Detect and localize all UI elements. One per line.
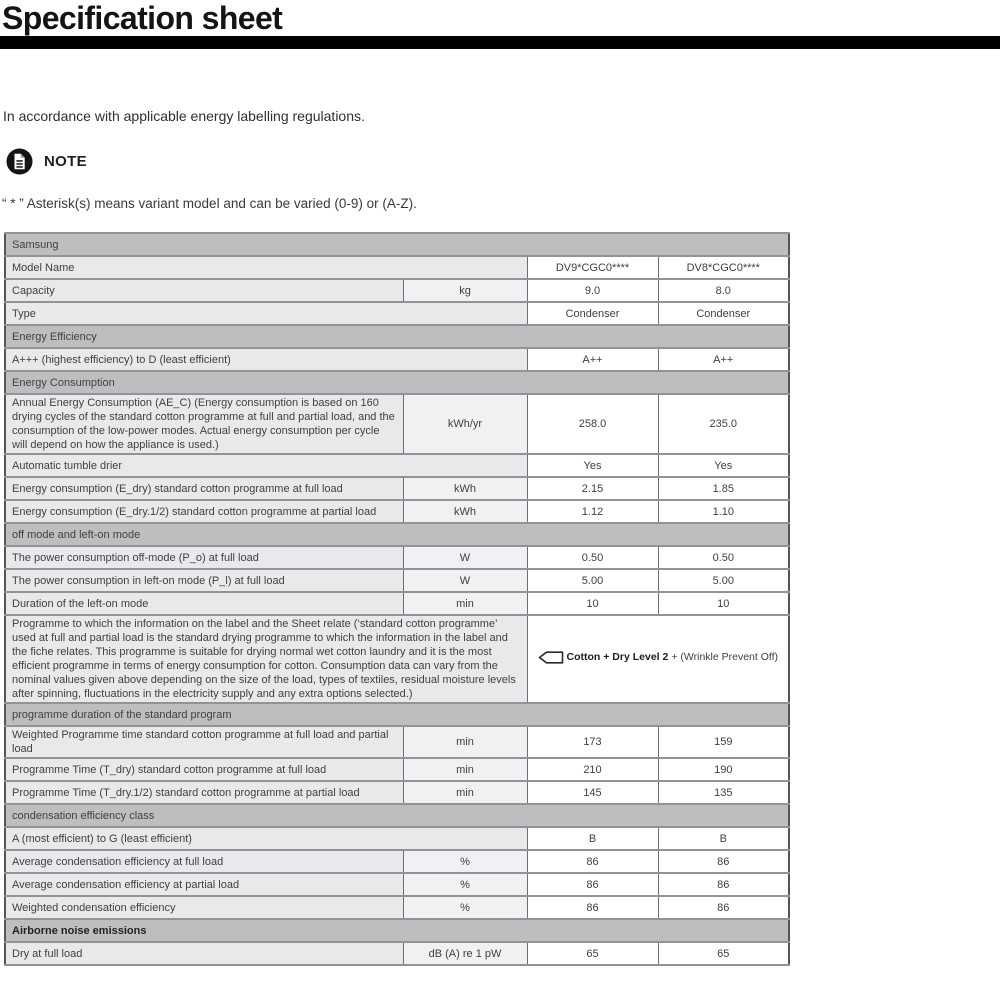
value-cell: Yes xyxy=(527,454,658,477)
spec-row xyxy=(5,454,789,477)
value-cell: 159 xyxy=(658,726,789,758)
spec-row xyxy=(5,546,789,569)
spec-row xyxy=(5,615,789,703)
unit-cell: dB (A) re 1 pW xyxy=(403,942,527,965)
section-label: condensation efficiency class xyxy=(5,804,789,827)
value-cell: 65 xyxy=(658,942,789,965)
value-cell: Condenser xyxy=(527,302,658,325)
spec-label-cell: Automatic tumble drier xyxy=(5,454,527,477)
spec-label-cell: Dry at full load xyxy=(5,942,403,965)
value-cell: 65 xyxy=(527,942,658,965)
value-cell: DV9*CGC0**** xyxy=(527,256,658,279)
spec-label-cell: Average condensation efficiency at full load xyxy=(5,850,403,873)
spec-label-cell: Capacity xyxy=(5,279,403,302)
spec-row xyxy=(5,256,789,279)
section-label: Airborne noise emissions xyxy=(5,919,789,942)
value-cell: 86 xyxy=(658,850,789,873)
value-cell: Condenser xyxy=(658,302,789,325)
spec-label-cell: Weighted Programme time standard cotton programme at full load and partial load xyxy=(5,726,403,758)
section-label: Energy Efficiency xyxy=(5,325,789,348)
spec-label-cell: Programme to which the information on the label and the Sheet relate (‘standard cotton programme’ used at full and partial load is the standard drying programme to which the information in the label and the fiche relates. This programme is suitable for drying normal wet cotton laundry and it is the most efficient programme in terms of energy consumption for cotton. Consumption data can vary from the nominal values given above depending on the size of the load, types of textiles, residual moisture levels after spinning, fluctuations in the electricity supply and any extra options selected.) xyxy=(5,615,527,703)
note-document-icon xyxy=(6,148,33,175)
value-cell: 235.0 xyxy=(658,394,789,454)
unit-cell: min xyxy=(403,758,527,781)
spec-row xyxy=(5,781,789,804)
value-cell: A++ xyxy=(658,348,789,371)
spec-label-cell: Average condensation efficiency at partial load xyxy=(5,873,403,896)
spec-label-cell: Type xyxy=(5,302,527,325)
spec-table-body xyxy=(5,233,789,965)
programme-option: + (Wrinkle Prevent Off) xyxy=(671,651,779,664)
unit-cell: % xyxy=(403,873,527,896)
page-title: Specification sheet xyxy=(2,0,283,36)
programme-name: Cotton + Dry Level 2 xyxy=(566,651,669,664)
value-cell: 0.50 xyxy=(658,546,789,569)
unit-cell: % xyxy=(403,896,527,919)
brand-label: Samsung xyxy=(5,233,789,256)
value-cell: 1.12 xyxy=(527,500,658,523)
value-cell: Yes xyxy=(658,454,789,477)
spec-row xyxy=(5,348,789,371)
value-cell: 1.85 xyxy=(658,477,789,500)
section-row xyxy=(5,919,789,942)
note-label: NOTE xyxy=(44,153,87,170)
section-row xyxy=(5,325,789,348)
spec-row xyxy=(5,302,789,325)
section-label: programme duration of the standard program xyxy=(5,703,789,726)
spec-label-cell: Programme Time (T_dry.1/2) standard cotton programme at partial load xyxy=(5,781,403,804)
section-row xyxy=(5,804,789,827)
value-cell: 86 xyxy=(658,896,789,919)
spec-row xyxy=(5,850,789,873)
programme-value-cell xyxy=(527,615,789,703)
unit-cell: min xyxy=(403,592,527,615)
spec-label-cell: Energy consumption (E_dry) standard cotton programme at full load xyxy=(5,477,403,500)
spec-label-cell: Weighted condensation efficiency xyxy=(5,896,403,919)
course-tag-icon xyxy=(538,651,564,664)
unit-cell: min xyxy=(403,726,527,758)
spec-label-cell: Duration of the left-on mode xyxy=(5,592,403,615)
spec-row xyxy=(5,827,789,850)
intro-text: In accordance with applicable energy labelling regulations. xyxy=(3,108,365,124)
note-callout xyxy=(6,148,1000,175)
section-row xyxy=(5,523,789,546)
spec-row xyxy=(5,477,789,500)
spec-row xyxy=(5,873,789,896)
value-cell: 5.00 xyxy=(658,569,789,592)
value-cell: 190 xyxy=(658,758,789,781)
value-cell: 210 xyxy=(527,758,658,781)
value-cell: 86 xyxy=(527,873,658,896)
value-cell: 86 xyxy=(527,896,658,919)
section-label: Energy Consumption xyxy=(5,371,789,394)
spec-label-cell: Programme Time (T_dry) standard cotton programme at full load xyxy=(5,758,403,781)
value-cell: B xyxy=(658,827,789,850)
unit-cell: W xyxy=(403,569,527,592)
unit-cell: kg xyxy=(403,279,527,302)
unit-cell: kWh xyxy=(403,500,527,523)
unit-cell: % xyxy=(403,850,527,873)
unit-cell: kWh/yr xyxy=(403,394,527,454)
spec-row xyxy=(5,394,789,454)
unit-cell: kWh xyxy=(403,477,527,500)
value-cell: 86 xyxy=(658,873,789,896)
spec-label-cell: Model Name xyxy=(5,256,527,279)
value-cell: 258.0 xyxy=(527,394,658,454)
section-row xyxy=(5,703,789,726)
value-cell: 0.50 xyxy=(527,546,658,569)
value-cell: 173 xyxy=(527,726,658,758)
section-row xyxy=(5,233,789,256)
value-cell: 10 xyxy=(658,592,789,615)
section-row xyxy=(5,371,789,394)
asterisk-note-text: “ * ” Asterisk(s) means variant model and can be varied (0-9) or (A-Z). xyxy=(2,196,417,211)
spec-row xyxy=(5,942,789,965)
spec-label-cell: A+++ (highest efficiency) to D (least efficient) xyxy=(5,348,527,371)
value-cell: 9.0 xyxy=(527,279,658,302)
programme-value xyxy=(538,650,779,664)
spec-label-cell: Annual Energy Consumption (AE_C) (Energy consumption is based on 160 drying cycles of the standard cotton programme at full and partial load, and the consumption of the low-power modes. Actual energy consumption per cycle will depend on how the appliance is used.) xyxy=(5,394,403,454)
value-cell: 1.10 xyxy=(658,500,789,523)
value-cell: 135 xyxy=(658,781,789,804)
value-cell: 8.0 xyxy=(658,279,789,302)
section-label: off mode and left-on mode xyxy=(5,523,789,546)
value-cell: 86 xyxy=(527,850,658,873)
value-cell: 145 xyxy=(527,781,658,804)
title-divider-bar xyxy=(0,36,1000,49)
spec-row xyxy=(5,758,789,781)
value-cell: 5.00 xyxy=(527,569,658,592)
spec-row xyxy=(5,726,789,758)
spec-row xyxy=(5,569,789,592)
spec-label-cell: The power consumption in left-on mode (P_l) at full load xyxy=(5,569,403,592)
specification-table xyxy=(4,232,790,966)
spec-row xyxy=(5,896,789,919)
unit-cell: min xyxy=(403,781,527,804)
value-cell: A++ xyxy=(527,348,658,371)
spec-label-cell: The power consumption off-mode (P_o) at full load xyxy=(5,546,403,569)
spec-row xyxy=(5,592,789,615)
value-cell: B xyxy=(527,827,658,850)
spec-row xyxy=(5,500,789,523)
unit-cell: W xyxy=(403,546,527,569)
value-cell: 2.15 xyxy=(527,477,658,500)
spec-label-cell: Energy consumption (E_dry.1/2) standard cotton programme at partial load xyxy=(5,500,403,523)
spec-label-cell: A (most efficient) to G (least efficient) xyxy=(5,827,527,850)
spec-row xyxy=(5,279,789,302)
value-cell: 10 xyxy=(527,592,658,615)
value-cell: DV8*CGC0**** xyxy=(658,256,789,279)
